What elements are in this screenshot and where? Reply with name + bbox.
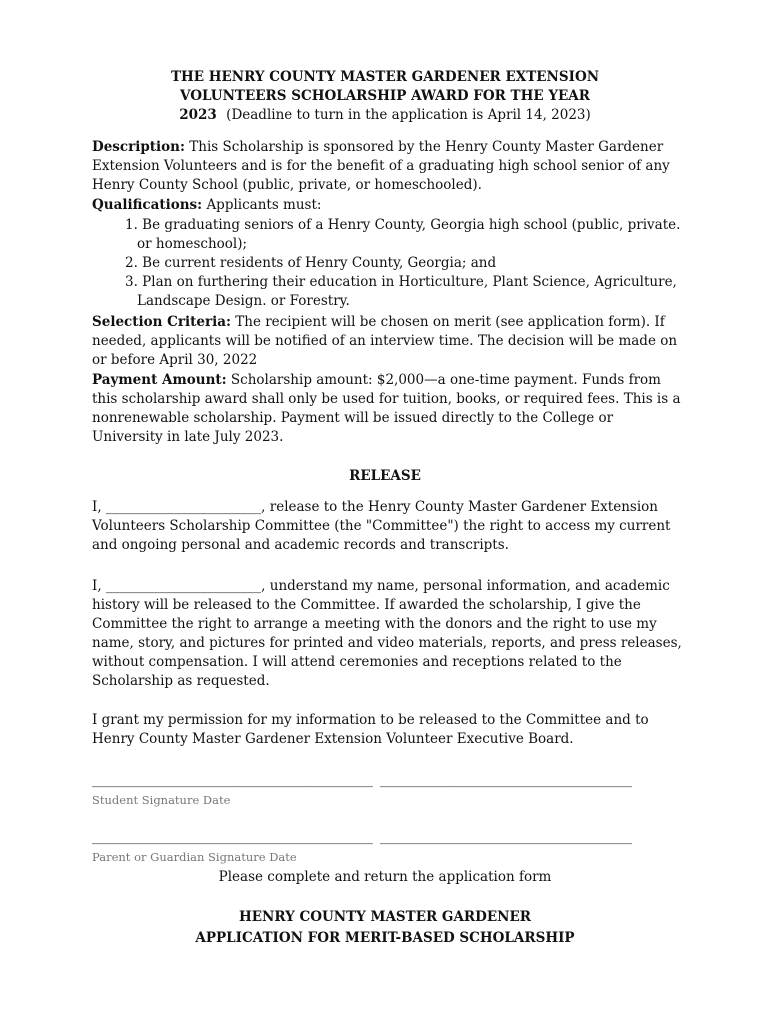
release-paragraph-3: I grant my permission for my information to be released to the Committee and to Henry County Master Gardener Extension Volunteer Executive Board. [92,712,649,747]
description-text: This Scholarship is sponsored by the Henry County Master Gardener Extension Volunteers and is for the benefit of a graduating high school senior of any Henry County School (public, private, or homeschooled). [92,139,670,193]
application-heading-1: HENRY COUNTY MASTER GARDENER [238,909,532,925]
title-line-2: VOLUNTEERS SCHOLARSHIP AWARD FOR THE YEAR [180,88,590,104]
description-label: Description: [92,139,185,155]
release-heading: RELEASE [349,468,421,484]
title-year: 2023 [179,107,217,123]
release-paragraph-1: I, _______________________, release to the Henry County Master Gardener Extension Volunteers Scholarship Committee (the "Committee") the right to access my current and ongoing personal and academic records and transcripts. [92,499,671,553]
payment-paragraph [92,371,682,447]
qualifications-list [115,216,685,311]
list-item: 2. Be current residents of Henry County, Georgia; and [125,255,497,271]
release-paragraph-2: I, _______________________, understand my name, personal information, and academic history will be released to the Committee. If awarded the scholarship, I give the Committee the right to arrange a meeting with the donors and the right to use my name, story, and pictures for printed and video materials, reports, and press releases, without compensation. I will attend ceremonies and receptions related to the Scholarship as requested. [92,578,682,689]
return-instruction: Please complete and return the application form [218,869,552,885]
list-item: 3. Plan on furthering their education in Horticulture, Plant Science, Agriculture, Landscape Design. or Forestry. [125,274,677,309]
application-heading-2: APPLICATION FOR MERIT-BASED SCHOLARSHIP [195,930,575,946]
qualifications-label: Qualifications: [92,197,203,213]
title-line-1: THE HENRY COUNTY MASTER GARDENER EXTENSION [170,69,600,85]
selection-label: Selection Criteria: [92,314,231,330]
selection-text: The recipient will be chosen on merit (see application form). If needed, applicants will be notified of an interview time. The decision will be made on or before April 30, 2022 [92,314,678,368]
page-title [90,68,680,125]
description-paragraph [92,138,682,195]
parent-signature-line[interactable]: _______________________________________ ___________________________________ [92,833,633,847]
selection-paragraph [92,313,682,370]
list-item: 1. Be graduating seniors of a Henry County, Georgia high school (public, private. or homeschool); [125,217,681,252]
title-deadline: (Deadline to turn in the application is April 14, 2023) [226,107,591,123]
student-signature-line[interactable]: _______________________________________ ___________________________________ [92,776,633,790]
payment-text: Scholarship amount: $2,000—a one-time payment. Funds from this scholarship award shall only be used for tuition, books, or required fees. This is a nonrenewable scholarship. Payment will be issued directly to the College or University in late July 2023. [92,372,681,445]
parent-signature-label: Parent or Guardian Signature Date [92,850,297,864]
qualifications-intro: Applicants must: [206,197,322,213]
title-line-3 [90,106,680,125]
payment-label: Payment Amount: [92,372,227,388]
qualifications-paragraph [92,196,682,215]
student-signature-label: Student Signature Date [92,793,231,807]
